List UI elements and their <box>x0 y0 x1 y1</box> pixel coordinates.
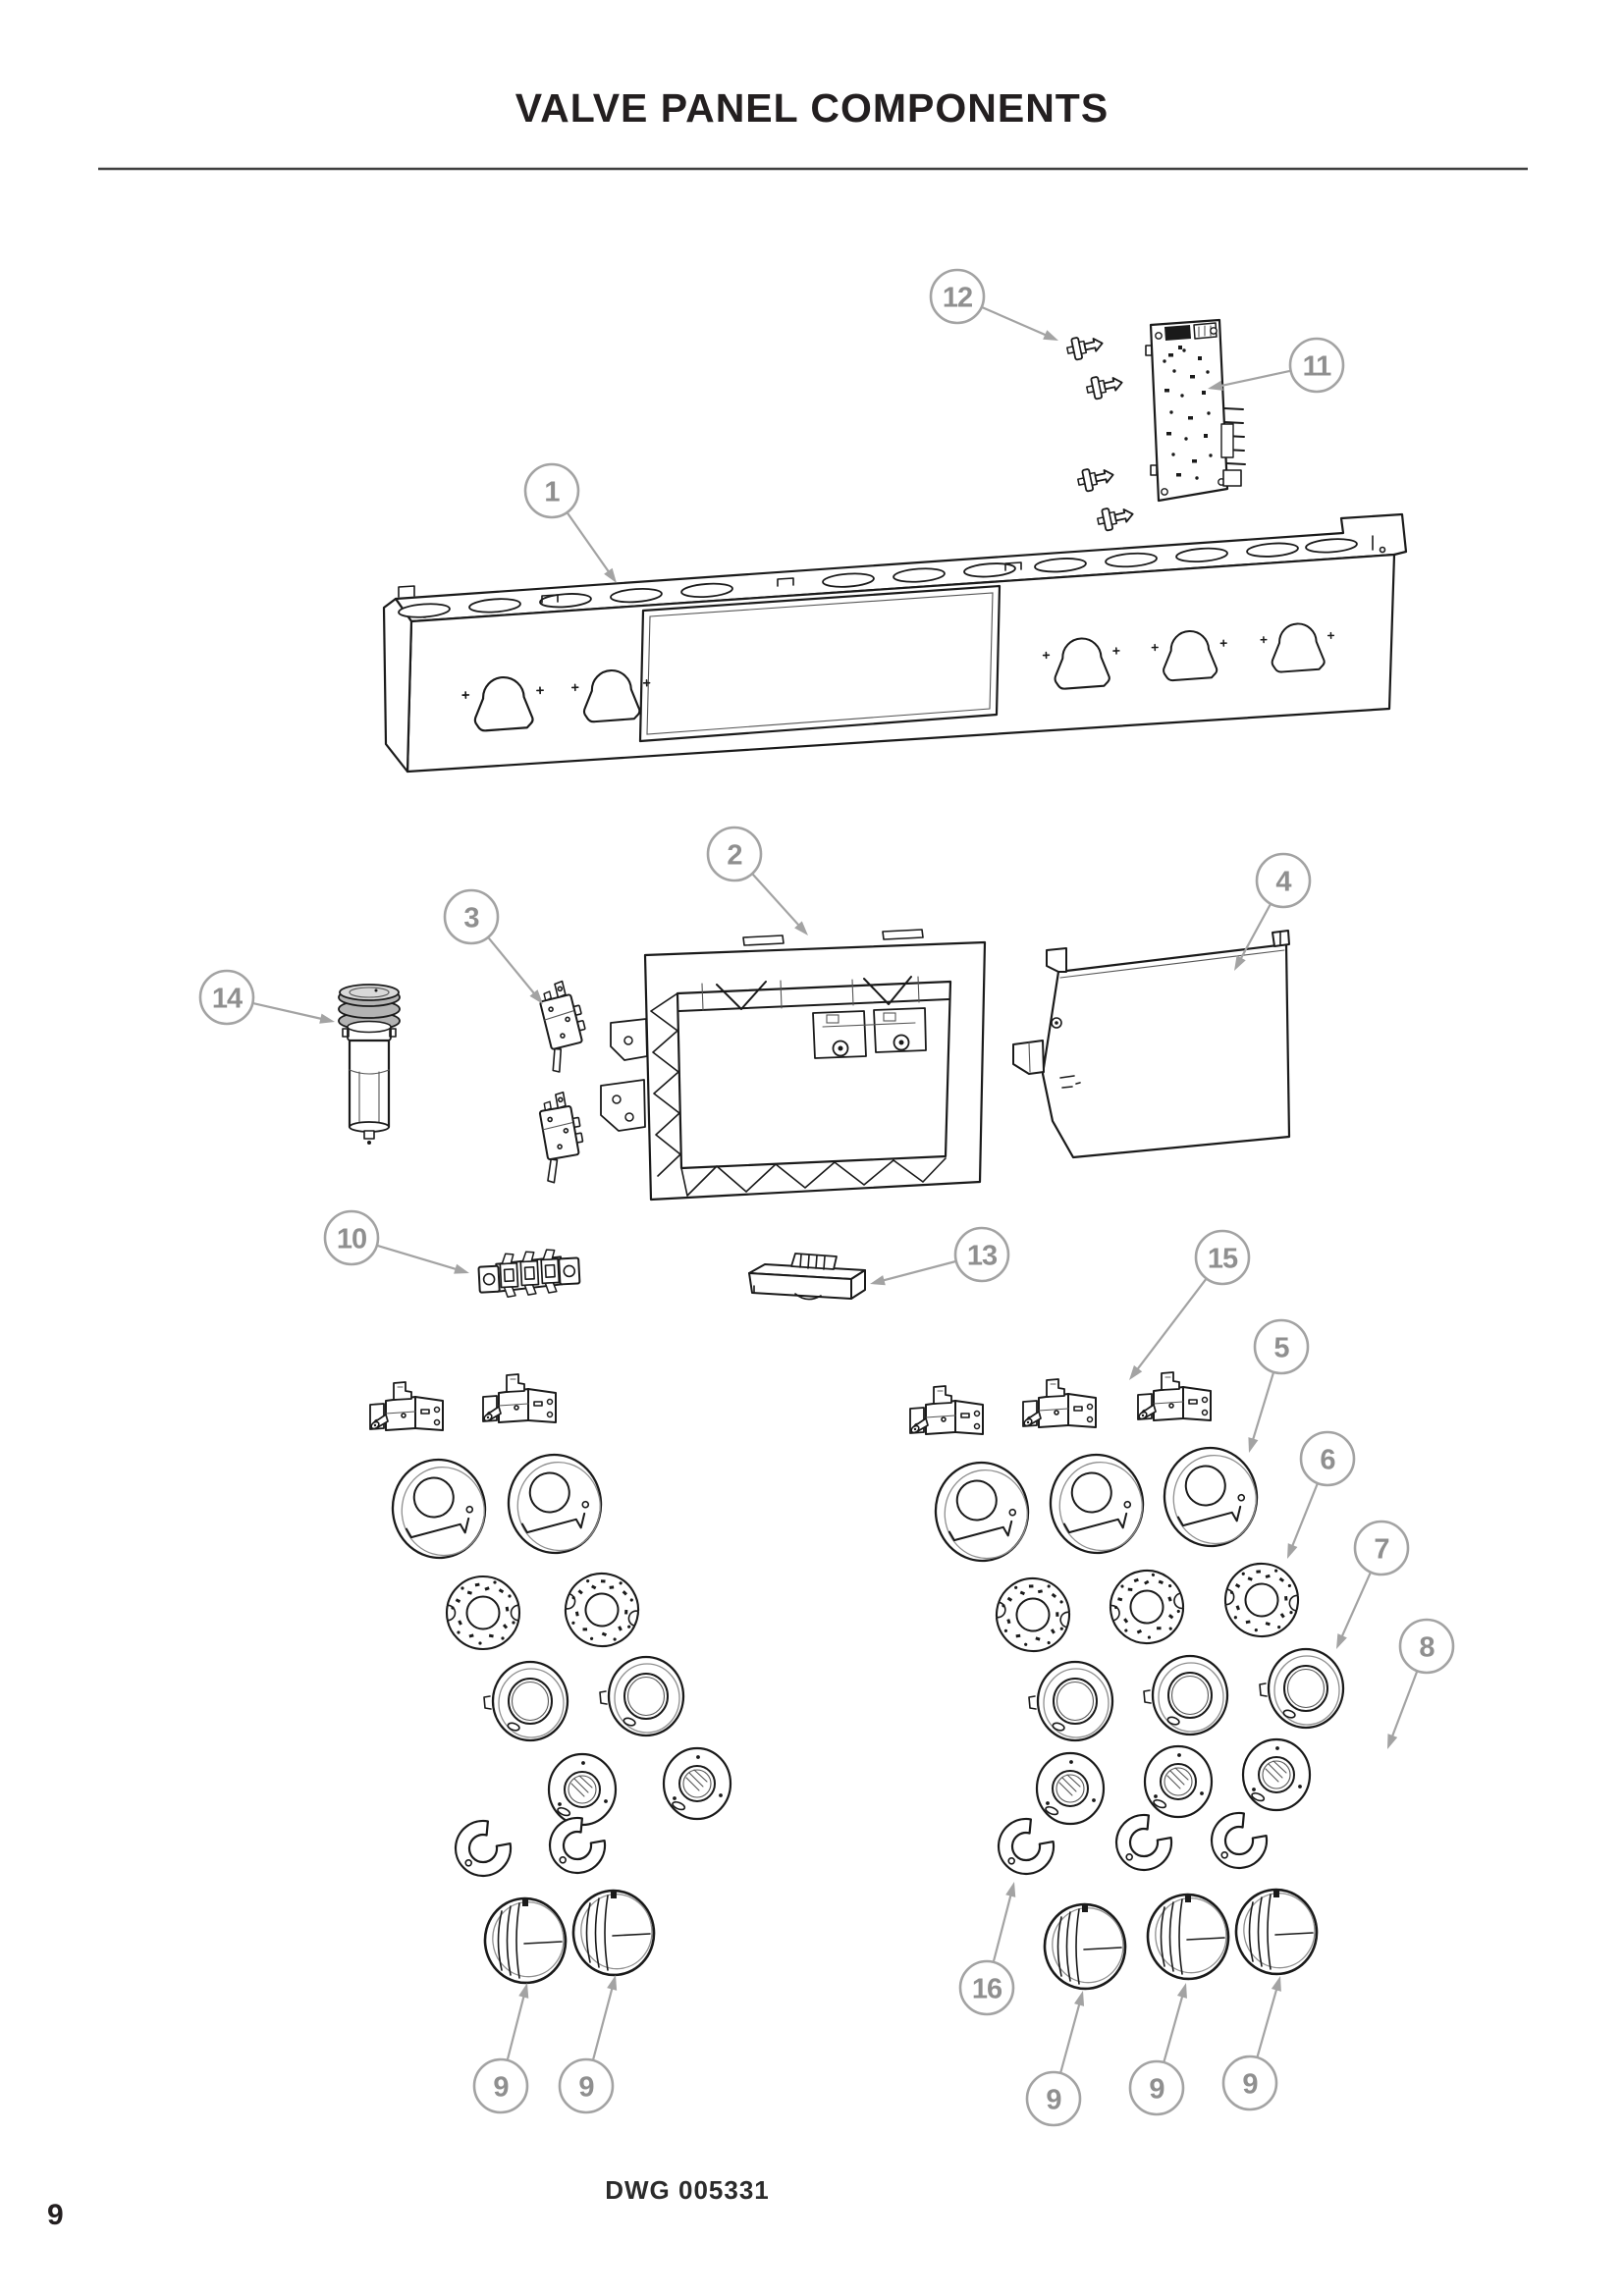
part-display-housing <box>1013 931 1289 1157</box>
knob-bezel <box>388 1455 490 1562</box>
knob-bezel <box>1046 1450 1148 1557</box>
control-knob <box>481 1895 570 1987</box>
part-terminal-block <box>478 1248 580 1298</box>
part-igniter-module <box>339 985 400 1145</box>
callout-2 <box>708 828 812 938</box>
svg-text:9: 9 <box>1242 2068 1258 2101</box>
knob-bezel <box>504 1450 606 1557</box>
spark-ring <box>985 1573 1080 1656</box>
callout-7 <box>1331 1522 1408 1651</box>
callout-9 <box>560 1974 621 2112</box>
svg-text:8: 8 <box>1419 1631 1435 1664</box>
svg-text:7: 7 <box>1374 1533 1389 1566</box>
retainer-clip <box>550 1818 605 1873</box>
retainer-clip <box>1212 1813 1267 1868</box>
retainer-clip <box>456 1821 511 1876</box>
svg-text:3: 3 <box>463 902 479 934</box>
knob-bezel <box>1160 1443 1262 1550</box>
gas-valve <box>910 1386 983 1434</box>
spark-ring <box>1216 1560 1308 1639</box>
callout-10 <box>325 1211 470 1278</box>
frame-side-brackets <box>601 1019 647 1131</box>
callout-8 <box>1382 1620 1453 1751</box>
valve-group-right <box>910 1372 1343 1993</box>
control-knob <box>1144 1891 1233 1983</box>
callout-11 <box>1207 339 1343 394</box>
spark-ring <box>1098 1564 1195 1650</box>
valve-group-left <box>370 1374 731 1987</box>
knob-skirt <box>1145 1746 1212 1817</box>
svg-text:4: 4 <box>1275 866 1291 898</box>
trim-ring <box>1029 1662 1112 1740</box>
callout-9 <box>1130 1982 1191 2114</box>
knob-skirt <box>664 1748 731 1819</box>
svg-text:13: 13 <box>966 1240 998 1272</box>
svg-text:16: 16 <box>971 1973 1002 2005</box>
page-title: VALVE PANEL COMPONENTS <box>514 85 1110 131</box>
control-knob <box>1232 1886 1322 1978</box>
callout-5 <box>1244 1320 1308 1455</box>
page-number: 9 <box>47 2199 64 2231</box>
callout-9 <box>1223 1975 1285 2109</box>
retainer-clip <box>999 1819 1054 1874</box>
svg-text:12: 12 <box>942 282 973 314</box>
trim-ring <box>484 1662 568 1740</box>
callout-14 <box>200 971 336 1027</box>
knob-skirt <box>1243 1739 1310 1810</box>
part-display-frame <box>601 930 985 1200</box>
svg-text:10: 10 <box>336 1223 367 1255</box>
svg-text:2: 2 <box>727 839 742 872</box>
svg-text:1: 1 <box>544 476 560 508</box>
gas-valve <box>1023 1379 1096 1427</box>
part-control-board <box>1146 320 1245 501</box>
part-spark-module <box>749 1254 865 1300</box>
callout-13 <box>869 1228 1008 1289</box>
retainer-clip <box>1116 1815 1171 1870</box>
callout-9 <box>1027 1990 1088 2125</box>
svg-text:9: 9 <box>578 2071 594 2104</box>
svg-text:6: 6 <box>1320 1444 1335 1476</box>
part-control-panel <box>384 514 1406 772</box>
callout-16 <box>960 1881 1019 2014</box>
callout-15 <box>1125 1231 1249 1383</box>
gas-valve <box>483 1374 556 1422</box>
drawing-number: DWG 005331 <box>605 2175 770 2205</box>
knob-bezel <box>931 1458 1033 1565</box>
knob-skirt <box>549 1754 616 1825</box>
trim-ring <box>1144 1656 1227 1735</box>
control-knob <box>1041 1900 1130 1993</box>
svg-text:9: 9 <box>1046 2084 1061 2116</box>
spark-ring <box>440 1576 526 1649</box>
spark-ring <box>551 1564 652 1655</box>
svg-text:9: 9 <box>1149 2073 1164 2106</box>
svg-text:9: 9 <box>493 2071 509 2104</box>
panel-display-window <box>640 586 1000 741</box>
svg-text:14: 14 <box>211 983 243 1015</box>
knob-skirt <box>1037 1753 1104 1824</box>
gas-valve <box>1138 1372 1211 1420</box>
terminal-cells <box>500 1250 560 1298</box>
part-micro-switches <box>532 979 593 1184</box>
part-standoff-pins <box>1065 333 1135 532</box>
svg-text:11: 11 <box>1302 350 1331 383</box>
callout-1 <box>525 464 621 586</box>
trim-ring <box>1260 1649 1343 1728</box>
callout-3 <box>445 890 547 1007</box>
control-knob <box>569 1887 659 1979</box>
callout-12 <box>931 270 1060 346</box>
gas-valve <box>370 1382 443 1430</box>
svg-text:5: 5 <box>1273 1332 1289 1364</box>
svg-text:15: 15 <box>1207 1243 1238 1275</box>
trim-ring <box>600 1657 683 1735</box>
callout-9 <box>474 1982 532 2112</box>
callout-6 <box>1282 1432 1354 1561</box>
